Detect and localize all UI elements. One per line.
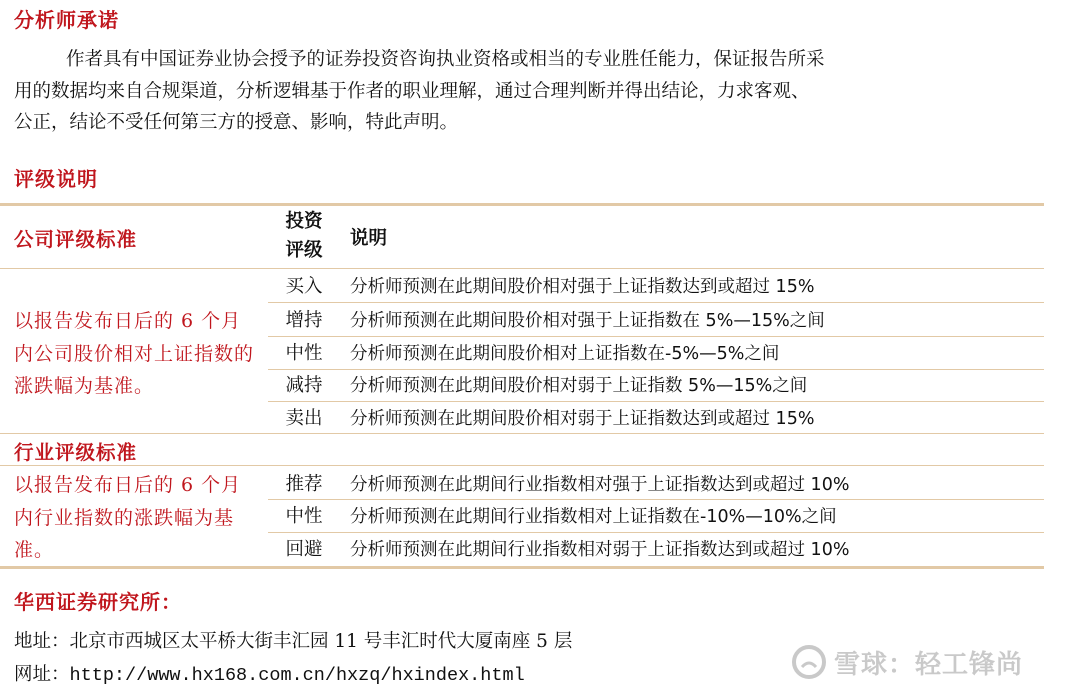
industry-basis: 以报告发布日后的 6 个月内行业指数的涨跌幅为基准。 — [14, 474, 242, 561]
address-line: 地址：北京市西城区太平桥大街丰汇园 11 号丰汇时代大厦南座 5 层 — [14, 631, 573, 652]
row-rule — [268, 499, 1044, 500]
institute-heading: 华西证券研究所： — [14, 590, 182, 614]
rating-col-header-line1: 投资 — [285, 211, 323, 232]
pledge-line: 公正，结论不受任何第三方的授意、影响，特此声明。 — [14, 112, 459, 133]
company-rating-underweight: 减持 — [285, 375, 323, 396]
table-bottom-rule — [0, 566, 1044, 569]
company-desc-sell: 分析师预测在此期间股价相对弱于上证指数达到或超过 15% — [350, 409, 815, 429]
row-rule — [268, 302, 1044, 303]
pledge-line: 用的数据均来自合规渠道，分析逻辑基于作者的职业理解，通过合理判断并得出结论，力求客观、 — [14, 80, 810, 102]
industry-rating-avoid: 回避 — [285, 539, 323, 560]
header-rule — [0, 268, 1044, 269]
website-label: 网址： — [14, 664, 70, 685]
industry-rating-recommend: 推荐 — [285, 474, 323, 495]
industry-desc-neutral: 分析师预测在此期间行业指数相对上证指数在-10%—10%之间 — [350, 507, 837, 527]
row-rule — [268, 369, 1044, 370]
row-rule — [268, 336, 1044, 337]
desc-col-header: 说明 — [350, 228, 388, 249]
pledge-heading: 分析师承诺 — [14, 8, 119, 32]
company-desc-neutral: 分析师预测在此期间股价相对上证指数在-5%—5%之间 — [350, 344, 780, 364]
company-desc-buy: 分析师预测在此期间股价相对强于上证指数达到或超过 15% — [350, 277, 815, 297]
row-rule — [268, 532, 1044, 533]
company-desc-overweight: 分析师预测在此期间股价相对强于上证指数在 5%—15%之间 — [350, 311, 825, 331]
website-line — [14, 660, 525, 686]
industry-category-label: 行业评级标准 — [14, 441, 138, 464]
pledge-paragraph — [14, 44, 1054, 139]
row-rule — [268, 401, 1044, 402]
company-rating-sell: 卖出 — [285, 408, 323, 429]
pledge-line: 作者具有中国证券业协会授予的证券投资咨询执业资格或相当的专业胜任能力，保证报告所采 — [66, 49, 825, 70]
company-rating-overweight: 增持 — [285, 310, 323, 331]
company-basis: 以报告发布日后的 6 个月内公司股价相对上证指数的涨跌幅为基准。 — [14, 310, 255, 397]
watermark-text: 雪球：轻工锋尚 — [834, 649, 1024, 680]
snowball-logo-icon — [790, 643, 828, 681]
industry-rating-neutral: 中性 — [285, 506, 323, 527]
section-rule — [0, 433, 1044, 434]
ratings-heading: 评级说明 — [14, 167, 98, 191]
section-rule — [0, 465, 1044, 466]
watermark — [790, 643, 1023, 681]
company-rating-neutral: 中性 — [285, 343, 323, 364]
industry-desc-avoid: 分析师预测在此期间行业指数相对弱于上证指数达到或超过 10% — [350, 540, 850, 560]
rating-col-header-line2: 评级 — [285, 240, 323, 261]
industry-desc-recommend: 分析师预测在此期间行业指数相对强于上证指数达到或超过 10% — [350, 475, 850, 495]
company-category-label: 公司评级标准 — [14, 228, 138, 251]
company-rating-buy: 买入 — [285, 276, 323, 297]
table-top-rule — [0, 203, 1044, 206]
website-link[interactable]: http://www.hx168.com.cn/hxzq/hxindex.html — [69, 665, 525, 686]
company-desc-underweight: 分析师预测在此期间股价相对弱于上证指数 5%—15%之间 — [350, 376, 808, 396]
